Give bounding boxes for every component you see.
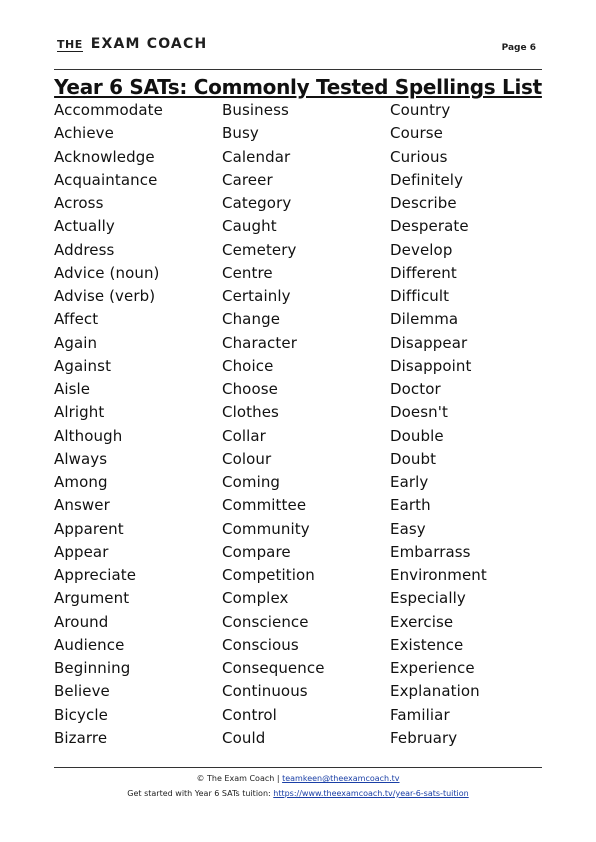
spelling-word: Desperate (390, 217, 469, 236)
spelling-word: Course (390, 124, 443, 143)
spelling-word: Alright (54, 403, 105, 422)
spelling-word: Achieve (54, 124, 114, 143)
spelling-word: Against (54, 356, 112, 375)
spelling-word: Earth (390, 496, 431, 515)
spelling-word: Across (54, 194, 104, 212)
spelling-column-1 (54, 99, 163, 750)
spelling-word: Change (222, 310, 281, 329)
spelling-word: Appear (54, 542, 109, 561)
spelling-word: Coming (222, 473, 281, 491)
spelling-word: Appreciate (54, 566, 137, 584)
spelling-word: Environment (390, 566, 487, 584)
spelling-word: Aisle (54, 380, 91, 398)
spelling-word: Collar (222, 426, 266, 445)
spelling-word: Describe (390, 194, 457, 212)
footer-divider (54, 767, 542, 768)
spelling-word: Bicycle (54, 705, 108, 724)
spelling-word: Dilemma (390, 310, 459, 329)
spelling-word: Argument (54, 589, 130, 608)
spelling-word: Caught (222, 217, 277, 236)
spelling-word: Complex (222, 589, 289, 608)
spelling-word: Committee (222, 496, 307, 515)
spelling-word: Competition (222, 566, 315, 584)
spelling-word: Familiar (390, 705, 450, 724)
spelling-word: Exercise (390, 612, 454, 631)
footer-contact (0, 774, 596, 783)
spelling-word: Experience (390, 659, 475, 677)
logo-the: THE (57, 38, 83, 51)
spelling-word: Bizarre (54, 728, 108, 747)
spelling-word: Business (222, 101, 289, 119)
spelling-word: Accommodate (54, 101, 163, 119)
spelling-word: Curious (390, 147, 448, 166)
spelling-word: Country (390, 101, 451, 119)
spelling-word: Around (54, 612, 109, 631)
spelling-word: Colour (222, 449, 272, 468)
spelling-word: Explanation (390, 682, 480, 701)
spelling-word: Always (54, 449, 108, 468)
spelling-word: Doctor (390, 380, 441, 398)
footer-tuition (0, 789, 596, 798)
spelling-word: Among (54, 473, 108, 491)
spelling-word: Existence (390, 635, 464, 654)
spelling-word: Double (390, 426, 444, 445)
spelling-word: Address (54, 240, 115, 259)
spelling-word: Acquaintance (54, 170, 158, 189)
copyright-text: © The Exam Coach | (196, 774, 283, 783)
spelling-word: Certainly (222, 287, 291, 305)
spelling-word: Career (222, 170, 273, 189)
spelling-word: Embarrass (390, 542, 471, 561)
spelling-word: Difficult (390, 287, 450, 305)
spelling-word: Although (54, 426, 123, 445)
spelling-word: Conscience (222, 612, 309, 631)
spelling-word: Especially (390, 589, 466, 608)
spelling-word: Community (222, 519, 310, 538)
spelling-word: Doubt (390, 449, 437, 468)
spelling-word: Advice (noun) (54, 263, 160, 282)
spelling-word: Choice (222, 356, 274, 375)
spelling-word: Cemetery (222, 240, 297, 259)
spelling-word: Character (222, 333, 297, 352)
spelling-word: Definitely (390, 170, 464, 189)
spelling-word: Could (222, 728, 266, 747)
spelling-word: Control (222, 705, 277, 724)
spelling-word: Clothes (222, 403, 279, 422)
spelling-word: Easy (390, 519, 426, 538)
spelling-word: Develop (390, 240, 453, 259)
spelling-word: Audience (54, 635, 125, 654)
spelling-word: Choose (222, 380, 278, 398)
logo-name: EXAM COACH (90, 36, 208, 52)
spelling-word: Conscious (222, 635, 299, 654)
spelling-word: February (390, 728, 458, 747)
spelling-word: Advise (verb) (54, 287, 156, 305)
spelling-word: Compare (222, 542, 291, 561)
spelling-word: Again (54, 333, 98, 352)
spelling-column-3 (390, 99, 487, 750)
spelling-word: Apparent (54, 519, 124, 538)
spelling-word: Acknowledge (54, 147, 155, 166)
spelling-word: Beginning (54, 659, 131, 677)
spelling-word: Disappoint (390, 356, 472, 375)
exam-coach-logo (57, 36, 207, 52)
email-link[interactable]: teamkeen@theexamcoach.tv (282, 774, 400, 783)
spelling-word: Busy (222, 124, 259, 143)
spelling-word: Actually (54, 217, 115, 236)
spelling-word: Calendar (222, 147, 291, 166)
spelling-word: Early (390, 473, 429, 491)
spelling-word: Category (222, 194, 292, 212)
spelling-word: Doesn't (390, 403, 448, 422)
spelling-word: Believe (54, 682, 110, 701)
tuition-link[interactable]: https://www.theexamcoach.tv/year-6-sats-tuition (273, 789, 469, 798)
spelling-word: Continuous (222, 682, 308, 701)
spelling-word: Affect (54, 310, 99, 329)
page-number: Page 6 (501, 43, 536, 53)
spelling-word: Different (390, 263, 457, 282)
spelling-word: Centre (222, 263, 273, 282)
tuition-text: Get started with Year 6 SATs tuition: (127, 789, 274, 798)
spelling-word: Disappear (390, 333, 468, 352)
spelling-word: Answer (54, 496, 110, 515)
page-title: Year 6 SATs: Commonly Tested Spellings List (54, 75, 542, 99)
spelling-word: Consequence (222, 659, 325, 677)
spelling-column-2 (222, 99, 325, 750)
header-divider (54, 69, 542, 70)
